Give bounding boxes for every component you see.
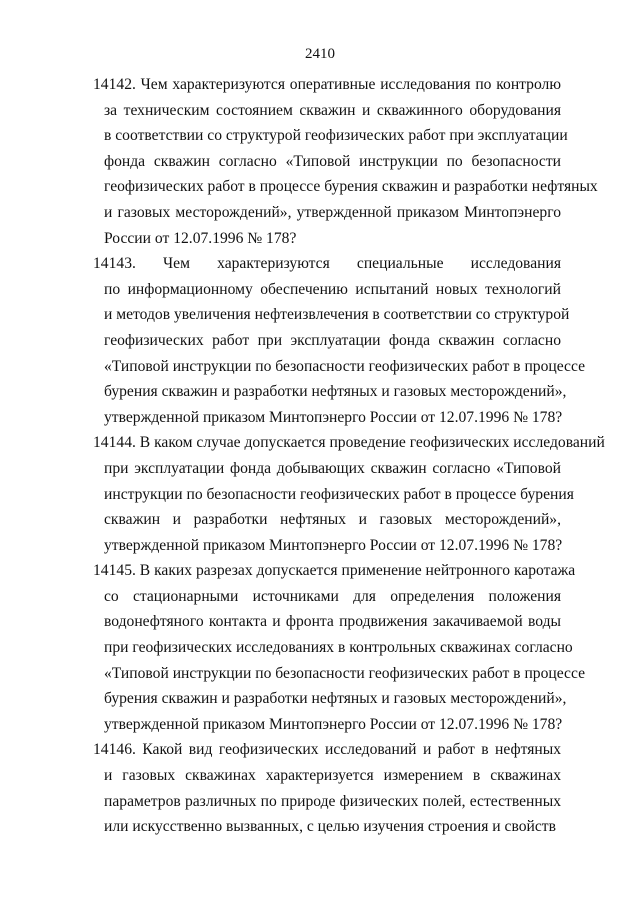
question-line: геофизических работ в процессе бурения скважин и разработки нефтяных bbox=[104, 178, 598, 196]
question-line: и газовых месторождений», утвержденной приказом Минтопэнерго bbox=[104, 203, 561, 221]
question-line: утвержденной приказом Минтопэнерго России от 12.07.1996 № 178? bbox=[104, 408, 563, 426]
question-line: водонефтяного контакта и фронта продвижения закачиваемой воды bbox=[104, 613, 561, 631]
question-first-line: 14144. В каком случае допускается проведение геофизических исследований bbox=[93, 434, 605, 452]
question-line: бурения скважин и разработки нефтяных и газовых месторождений», bbox=[104, 690, 567, 708]
question-line: в соответствии со структурой геофизических работ при эксплуатации bbox=[104, 127, 568, 145]
question-line: России от 12.07.1996 № 178? bbox=[104, 229, 297, 247]
question-line: бурения скважин и разработки нефтяных и газовых месторождений», bbox=[104, 383, 567, 401]
question-first-line: 14146. Какой вид геофизических исследований и работ в нефтяных bbox=[93, 741, 561, 759]
question-first-line: 14142. Чем характеризуются оперативные исследования по контролю bbox=[93, 76, 561, 93]
question-line: скважин и разработки нефтяных и газовых месторождений», bbox=[104, 511, 561, 529]
question-line: инструкции по безопасности геофизических работ в процессе бурения bbox=[104, 485, 574, 503]
question-line: геофизических работ при эксплуатации фонда скважин согласно bbox=[104, 331, 561, 349]
page-number: 2410 bbox=[305, 46, 335, 62]
question-line: и методов увеличения нефтеизвлечения в соответствии со структурой bbox=[104, 306, 570, 324]
question-item bbox=[93, 558, 585, 737]
question-line: за техническим состоянием скважин и скважинного оборудования bbox=[104, 101, 561, 119]
question-item bbox=[93, 430, 605, 558]
question-line: при геофизических исследованиях в контрольных скважинах согласно bbox=[104, 639, 573, 657]
question-line: по информационному обеспечению испытаний новых технологий bbox=[104, 280, 561, 298]
question-line: утвержденной приказом Минтопэнерго России от 12.07.1996 № 178? bbox=[104, 715, 563, 733]
question-line: фонда скважин согласно «Типовой инструкции по безопасности bbox=[104, 152, 561, 170]
question-line: или искусственно вызванных, с целью изучения строения и свойств bbox=[104, 818, 556, 836]
question-line: со стационарными источниками для определения положения bbox=[104, 587, 561, 605]
question-line: параметров различных по природе физических полей, естественных bbox=[104, 792, 561, 810]
question-line: «Типовой инструкции по безопасности геофизических работ в процессе bbox=[104, 664, 585, 682]
question-line: при эксплуатации фонда добывающих скважин согласно «Типовой bbox=[104, 459, 561, 477]
question-item bbox=[93, 251, 585, 430]
question-item bbox=[93, 72, 598, 251]
question-item bbox=[93, 737, 561, 839]
question-first-line: 14145. В каких разрезах допускается применение нейтронного каротажа bbox=[93, 562, 576, 580]
question-line: «Типовой инструкции по безопасности геофизических работ в процессе bbox=[104, 357, 585, 375]
question-line: и газовых скважинах характеризуется измерением в скважинах bbox=[104, 767, 561, 785]
question-first-line: 14143. Чем характеризуются специальные исследования bbox=[93, 255, 561, 273]
question-list bbox=[93, 72, 605, 840]
question-line: утвержденной приказом Минтопэнерго России от 12.07.1996 № 178? bbox=[104, 536, 563, 554]
